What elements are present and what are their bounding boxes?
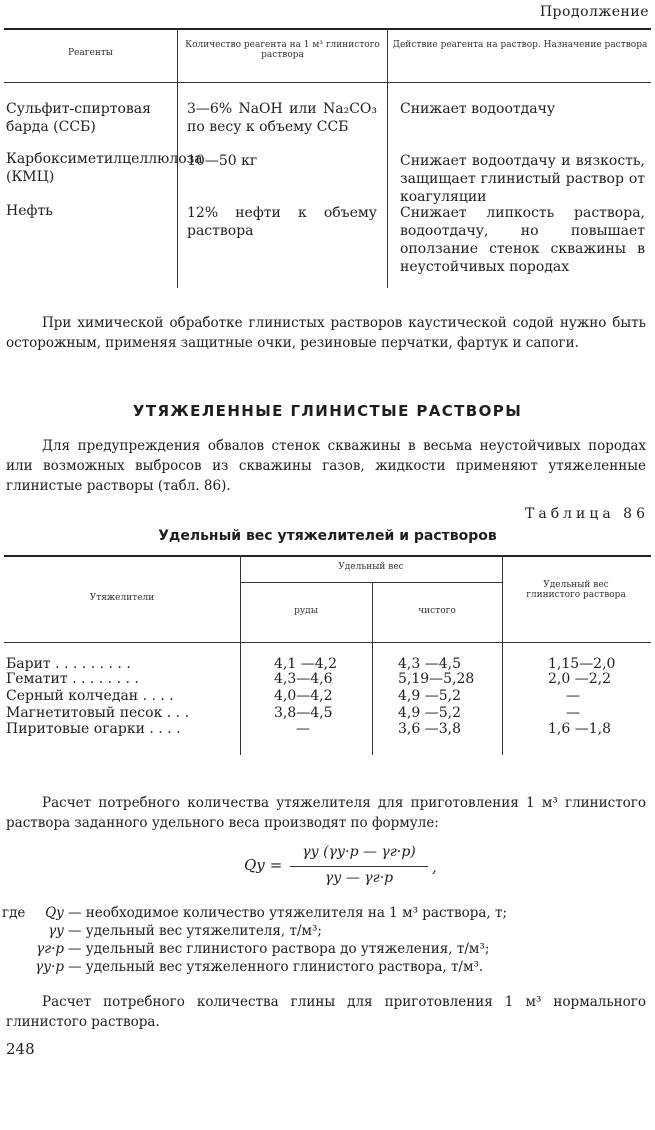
table1-header-quantity: Количество реагента на 1 м³ глинистого раствора bbox=[185, 40, 380, 61]
table2-header-clay-solution: Удельный вес глинистого раствора bbox=[526, 580, 626, 601]
table2-row4-name: Магнетитовый песок . . . bbox=[6, 705, 190, 721]
table2-row1-ore: 4,1 —4,2 bbox=[274, 656, 337, 672]
table2-row5-name: Пиритовые огарки . . . . bbox=[6, 721, 181, 737]
section-paragraph: Для предупреждения обвалов стенок скважины в весьма неустойчивых породах или возможных выбросов из скважины газов, жидкости применяют утяжеленные глинистые растворы (табл. 86). bbox=[6, 438, 646, 494]
where-symbol-3: γг·р bbox=[36, 941, 64, 957]
table1-header-reagents: Реагенты bbox=[68, 48, 113, 58]
formula-paragraph: Расчет потребного количества утяжелителя для приготовления 1 м³ глинистого раствора заданного удельного веса производят по формуле: bbox=[6, 795, 646, 831]
table2-row4-pure: 4,9 —5,2 bbox=[398, 705, 461, 721]
table1-row1-reagent: Сульфит-спиртовая барда (ССБ) bbox=[6, 101, 151, 135]
table1-row1-action: Снижает водоотдачу bbox=[400, 101, 556, 117]
final-paragraph: Расчет потребного количества глины для приготовления 1 м³ нормального глинистого раствора. bbox=[6, 994, 646, 1030]
continuation-label: Продолжение bbox=[539, 4, 649, 20]
table2-row3-ore: 4,0—4,2 bbox=[274, 688, 333, 704]
where-text-3: — удельный вес глинистого раствора до утяжеления, т/м³; bbox=[68, 941, 490, 957]
table2-row5-solution: 1,6 —1,8 bbox=[548, 721, 611, 737]
where-symbol-1: Qу bbox=[45, 905, 64, 921]
table2-row3-solution: — bbox=[566, 688, 580, 704]
table2-row3-pure: 4,9 —5,2 bbox=[398, 688, 461, 704]
table2-row3-name: Серный колчедан . . . . bbox=[6, 688, 174, 704]
table2-col-divider-1 bbox=[240, 555, 241, 755]
table2-caption: Удельный вес утяжелителей и растворов bbox=[158, 528, 497, 544]
formula-lhs: Qу = bbox=[244, 856, 283, 874]
where-prefix: где bbox=[2, 905, 26, 921]
table1-row2-reagent: Карбоксиметилцеллюлоза (КМЦ) bbox=[6, 151, 203, 185]
table1-row3-action: Снижает липкость раствора, водоотдачу, но повышает оползание стенок скважины в неустойчивых породах bbox=[400, 205, 645, 275]
page-number: 248 bbox=[6, 1040, 35, 1058]
table2-row1-pure: 4,3 —4,5 bbox=[398, 656, 461, 672]
table1-col-divider-2 bbox=[387, 28, 388, 288]
table2-header-pure: чистого bbox=[418, 606, 456, 616]
table2-row4-ore: 3,8—4,5 bbox=[274, 705, 333, 721]
table2-row5-pure: 3,6 —3,8 bbox=[398, 721, 461, 737]
where-symbol-2: γу bbox=[48, 923, 64, 939]
where-symbol-4: γу·р bbox=[35, 959, 64, 975]
formula-trailing-comma: , bbox=[432, 858, 437, 876]
where-text-1: — необходимое количество утяжелителя на 1 м³ раствора, т; bbox=[68, 905, 508, 921]
table1-header-rule bbox=[4, 82, 651, 83]
formula-denominator: γу — γг·р bbox=[324, 870, 394, 886]
table2-top-rule bbox=[4, 555, 651, 557]
table1-row3-reagent: Нефть bbox=[6, 203, 53, 219]
table2-header-ore: руды bbox=[294, 606, 318, 616]
table1-row2-action: Снижает водоотдачу и вязкость, защищает глинистый раствор от коагуляции bbox=[400, 153, 645, 205]
table2-row1-name: Барит . . . . . . . . . bbox=[6, 656, 131, 672]
table2-row1-solution: 1,15—2,0 bbox=[548, 656, 616, 672]
table2-row2-name: Гематит . . . . . . . . bbox=[6, 671, 139, 687]
where-text-2: — удельный вес утяжелителя, т/м³; bbox=[68, 923, 322, 939]
table1-row2-quantity: 10—50 кг bbox=[187, 153, 258, 169]
table2-row2-solution: 2,0 —2,2 bbox=[548, 671, 611, 687]
section-heading: УТЯЖЕЛЕННЫЕ ГЛИНИСТЫЕ РАСТВОРЫ bbox=[132, 402, 523, 420]
table2-row5-ore: — bbox=[296, 721, 310, 737]
where-text-4: — удельный вес утяжеленного глинистого раствора, т/м³. bbox=[68, 959, 484, 975]
table2-number: Таблица 86 bbox=[525, 506, 649, 522]
safety-paragraph: При химической обработке глинистых растворов каустической содой нужно быть осторожным, применяя защитные очки, резиновые перчатки, фартук и сапоги. bbox=[6, 315, 646, 351]
table1-header-action: Действие реагента на раствор. Назначение раствора bbox=[392, 40, 648, 50]
formula-numerator: γу (γу·р — γг·р) bbox=[302, 844, 416, 860]
table2-row2-pure: 5,19—5,28 bbox=[398, 671, 475, 687]
table1-top-rule bbox=[4, 28, 651, 30]
table2-header-weighting-agents: Утяжелители bbox=[89, 593, 155, 603]
table1-row3-quantity: 12% нефти к объему раствора bbox=[187, 205, 377, 239]
table2-row4-solution: — bbox=[566, 705, 580, 721]
table2-header-rule bbox=[4, 642, 651, 643]
formula-fraction-bar bbox=[290, 866, 428, 867]
table1-row1-quantity: 3—6% NaOH или Na₂CO₃ по весу к объему ССБ bbox=[187, 101, 377, 135]
table2-subheader-rule bbox=[240, 582, 502, 583]
table2-row2-ore: 4,3—4,6 bbox=[274, 671, 333, 687]
table2-header-specific-weight: Удельный вес bbox=[338, 562, 404, 572]
table2-col-divider-3 bbox=[502, 555, 503, 755]
